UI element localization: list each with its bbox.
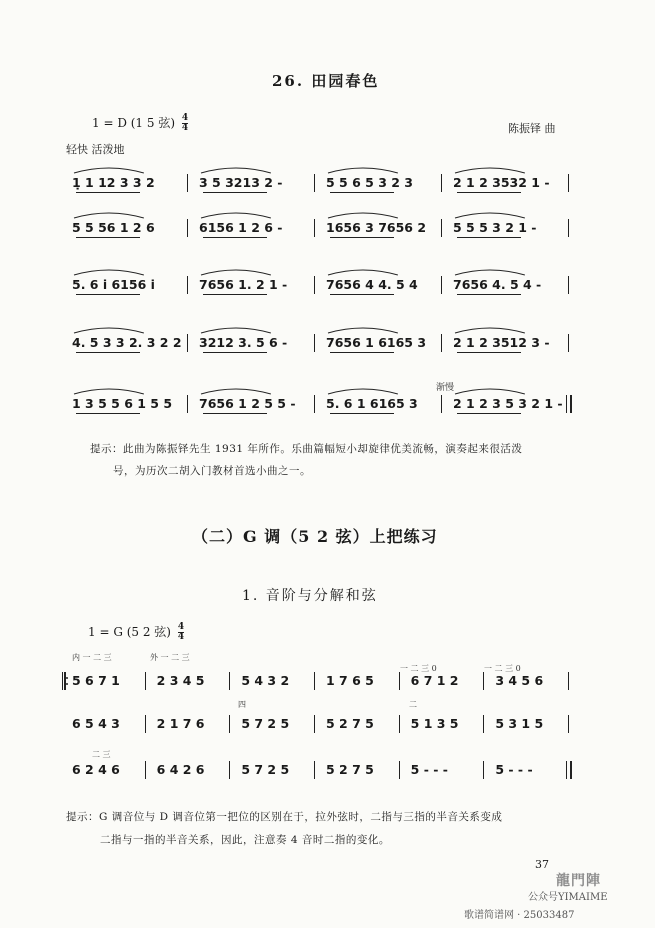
barline [314, 219, 315, 237]
beam [330, 413, 394, 414]
fingering-l3a: 二 三 [92, 750, 111, 759]
song-measure: 6156 1 2 6 - [199, 220, 283, 235]
exercise-measure: 5 1 3 5 [410, 716, 459, 731]
slur [74, 168, 144, 173]
song-line [62, 175, 570, 193]
song-title: 26. 田园春色 [272, 72, 380, 90]
section-key-text: 1 = G (5 2 弦) [88, 625, 171, 639]
watermark-line-1: 公众号YIMAIME [528, 892, 608, 903]
song-key [92, 114, 188, 133]
barline [187, 219, 188, 237]
barline [229, 715, 230, 733]
beam [457, 237, 521, 238]
beam [76, 352, 140, 353]
song-measure: 5. 6 1 6165 3 [326, 396, 418, 411]
exercise-measure: 2 3 4 5 [156, 673, 205, 688]
song-meter [182, 114, 188, 133]
slur [455, 389, 525, 394]
exercise-measure: 6 5 4 3 [72, 716, 120, 731]
song-key-text: 1 = D (1 5 弦) [92, 116, 176, 130]
section-key [88, 623, 184, 642]
barline [314, 395, 315, 413]
beam [203, 237, 267, 238]
song-measure: 3212 3. 5 6 - [199, 335, 288, 350]
barline [483, 672, 484, 690]
tempo-marking: 轻快 活泼地 [66, 143, 125, 156]
song-measure: 5 5 56 1 2 6 [72, 220, 155, 235]
section-subheading: 1. 音阶与分解和弦 [242, 588, 378, 604]
barline [483, 715, 484, 733]
beam [330, 192, 394, 193]
barline [187, 334, 188, 352]
beam [330, 237, 394, 238]
barline [568, 715, 569, 733]
exercise-measure: 5 2 7 5 [326, 762, 374, 777]
song-measure: 7656 4 4. 5 4 [326, 277, 418, 292]
beam [76, 237, 140, 238]
barline [145, 761, 146, 779]
exercise-measure: 5 7 2 5 [241, 762, 290, 777]
exercise-measure: 6 2 4 6 [72, 762, 120, 777]
slur [455, 328, 525, 333]
meter-bottom: 4 [177, 632, 185, 642]
meter-top: 4 [181, 113, 189, 123]
slur [328, 328, 398, 333]
meter-top: 4 [177, 622, 185, 632]
exercise-measure: 5 2 7 5 [326, 716, 374, 731]
dynamic-marking: 渐慢 [436, 383, 455, 393]
beam [330, 294, 394, 295]
exercise-measure: 5 6 7 1 [72, 673, 120, 688]
song-measure: 5 5 5 3 2 1 - [453, 220, 537, 235]
final-barline [566, 761, 572, 779]
barline [187, 174, 188, 192]
song-tip-line-2: 号，为历次二胡入门教材首选小曲之一。 [113, 465, 311, 477]
exercise-line [62, 716, 570, 734]
meter-bottom: 4 [181, 123, 189, 133]
slur [74, 389, 144, 394]
barline [229, 672, 230, 690]
song-line [62, 335, 570, 353]
barline [314, 174, 315, 192]
fingering-l2c: 四 [238, 700, 246, 709]
beam [76, 413, 140, 414]
beam [457, 294, 521, 295]
barline [568, 334, 569, 352]
barline [441, 219, 442, 237]
slur [201, 168, 271, 173]
slur [455, 168, 525, 173]
exercise-measure: 5 - - - [495, 762, 533, 777]
section-heading: （二）G 调（5 2 弦）上把练习 [192, 527, 438, 546]
barline [399, 672, 400, 690]
slur [328, 168, 398, 173]
beam [203, 192, 267, 193]
beam [203, 413, 267, 414]
exercise-measure: 2 1 7 6 [156, 716, 205, 731]
song-measure: 5. 6 i 6156 i [72, 277, 155, 292]
section-tip-line-2: 二指与一指的半音关系，因此，注意奏 4 音时二指的变化。 [100, 834, 390, 846]
song-tip-line-1: 提示：此曲为陈振铎先生 1931 年所作。乐曲篇幅短小却旋律优美流畅，演奏起来很活泼 [90, 443, 523, 455]
exercise-measure: 6 4 2 6 [156, 762, 205, 777]
slur [328, 389, 398, 394]
barline [399, 761, 400, 779]
barline [441, 334, 442, 352]
barline [314, 761, 315, 779]
barline [399, 715, 400, 733]
watermark-logo: 龍門陣 [556, 873, 601, 889]
slur [201, 213, 271, 218]
section-tip-line-1: 提示：G 调音位与 D 调音位第一把位的区别在于，拉外弦时，二指与三指的半音关系变成 [66, 811, 503, 823]
beam [457, 413, 521, 414]
exercise-measure: 5 - - - [410, 762, 448, 777]
song-measure: 4. 5 3 3 2. 3 2 2 [72, 335, 182, 350]
song-measure: 3 5 3213 2 - [199, 175, 283, 190]
repeat-start [62, 672, 68, 690]
barline [568, 174, 569, 192]
barline [568, 672, 569, 690]
exercise-line [62, 673, 570, 691]
beam [203, 352, 267, 353]
song-measure: 7656 1 6165 3 [326, 335, 427, 350]
barline [441, 276, 442, 294]
fingering-l1f: 一 二 三 0 [484, 664, 521, 673]
barline [187, 276, 188, 294]
slur [201, 270, 271, 275]
slur [455, 213, 525, 218]
slur [328, 213, 398, 218]
song-measure: 1656 3 7656 2 [326, 220, 427, 235]
song-measure: 7656 1. 2 1 - [199, 277, 288, 292]
barline [441, 395, 442, 413]
beam [76, 294, 140, 295]
fingering-l2d: 二 [409, 700, 417, 709]
barline [229, 761, 230, 779]
beam [457, 352, 521, 353]
barline [314, 715, 315, 733]
beam [203, 294, 267, 295]
slur [201, 389, 271, 394]
song-measure: 7656 1 2 5 5 - [199, 396, 296, 411]
barline [314, 672, 315, 690]
song-measure: 2 1 2 3532 1 - [453, 175, 550, 190]
song-measure: 1̣ 1 12 3 3 2 [72, 175, 155, 190]
barline [568, 276, 569, 294]
song-measure: 1 3 5 5 6 1 5 5 [72, 396, 173, 411]
slur [201, 328, 271, 333]
final-barline [566, 395, 572, 413]
exercise-measure: 6 7 1 2 [410, 673, 459, 688]
barline [314, 334, 315, 352]
slur [74, 213, 144, 218]
exercise-measure: 5 7 2 5 [241, 716, 290, 731]
barline [483, 761, 484, 779]
barline [314, 276, 315, 294]
barline [187, 395, 188, 413]
section-meter [178, 623, 184, 642]
song-measure: 2 1 2 3512 3 - [453, 335, 550, 350]
slur [74, 270, 144, 275]
slur [74, 328, 144, 333]
fingering-l1b: 外 一 二 三 [150, 653, 190, 662]
exercise-line [62, 762, 570, 780]
song-measure: 2 1 2 3 5 3 2 1 - [453, 396, 563, 411]
song-line [62, 396, 570, 414]
barline [145, 715, 146, 733]
slur [455, 270, 525, 275]
song-measure: 5 5 6 5 3 2 3 [326, 175, 413, 190]
barline [568, 219, 569, 237]
slur [328, 270, 398, 275]
composer: 陈振铎 曲 [508, 122, 556, 135]
fingering-l1e: 一 二 三 0 [400, 664, 437, 673]
exercise-measure: 3 4 5 6 [495, 673, 544, 688]
barline [441, 174, 442, 192]
watermark-line-2: 歌谱简谱网 · 25033487 [464, 910, 575, 921]
song-measure: 7656 4. 5 4 - [453, 277, 542, 292]
fingering-l1a: 内 一 二 三 [72, 653, 112, 662]
beam [76, 192, 140, 193]
beam [330, 352, 394, 353]
song-line [62, 277, 570, 295]
exercise-measure: 5 4 3 2 [241, 673, 290, 688]
song-line [62, 220, 570, 238]
exercise-measure: 5 3 1 5 [495, 716, 544, 731]
page-number: 37 [535, 858, 549, 871]
beam [457, 192, 521, 193]
exercise-measure: 1 7 6 5 [326, 673, 374, 688]
barline [145, 672, 146, 690]
